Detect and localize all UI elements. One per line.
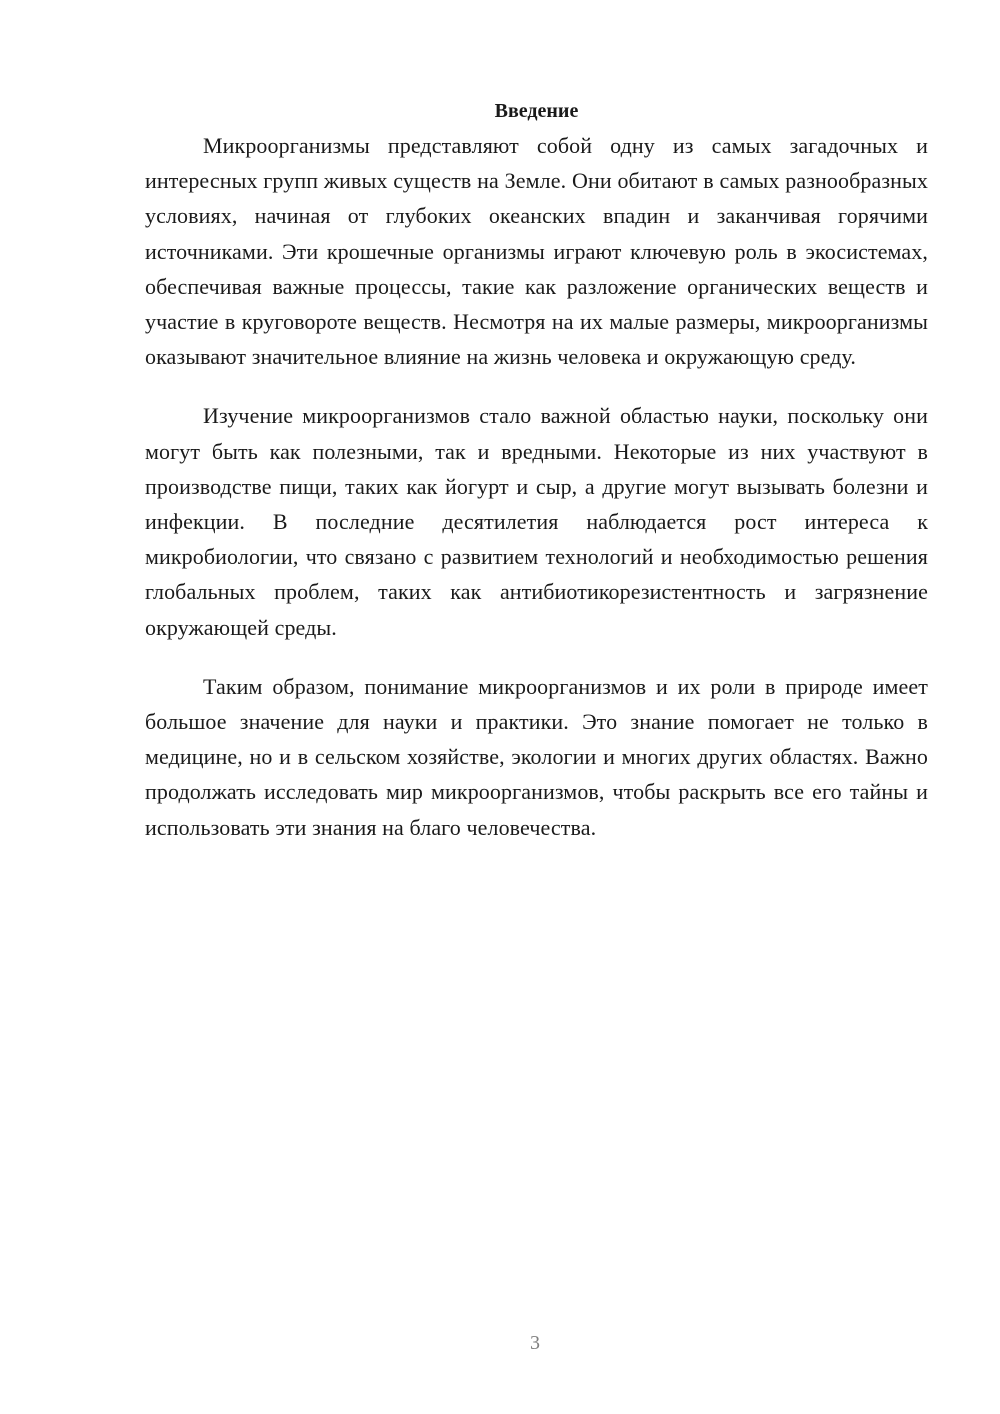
- page-number: 3: [530, 1332, 540, 1354]
- paragraph-3: Таким образом, понимание микроорганизмов и их роли в природе имеет большое значение для науки и практики. Это знание помогает не только в медицине, но и в сельском хозяйстве, экологии и многих других областях. Важно продолжать исследовать мир микроорганизмов, чтобы раскрыть все его тайны и использовать эти знания на благо человечества.: [145, 673, 928, 840]
- paragraph-1: Микроорганизмы представляют собой одну из самых загадочных и интересных групп живых существ на Земле. Они обитают в самых разнообразных условиях, начиная от глубоких океанских впадин и заканчивая горячими источниками. Эти крошечные организмы играют ключевую роль в экосистемах, обеспечивая важные процессы, такие как разложение органических веществ и участие в круговороте веществ. Несмотря на их малые размеры, микроорганизмы оказывают значительное влияние на жизнь человека и окружающую среду.: [145, 133, 928, 370]
- section-title: Введение: [494, 100, 579, 122]
- paragraph-2: Изучение микроорганизмов стало важной областью науки, поскольку они могут быть как полезными, так и вредными. Некоторые из них участвуют в производстве пищи, таких как йогурт и сыр, а другие могут вызывать болезни и инфекции. В последние десятилетия наблюдается рост интереса к микробиологии, что связано с развитием технологий и необходимостью решения глобальных проблем, таких как антибиотикорезистентность и загрязнение окружающей среды.: [145, 403, 928, 640]
- page-content: [145, 96, 928, 869]
